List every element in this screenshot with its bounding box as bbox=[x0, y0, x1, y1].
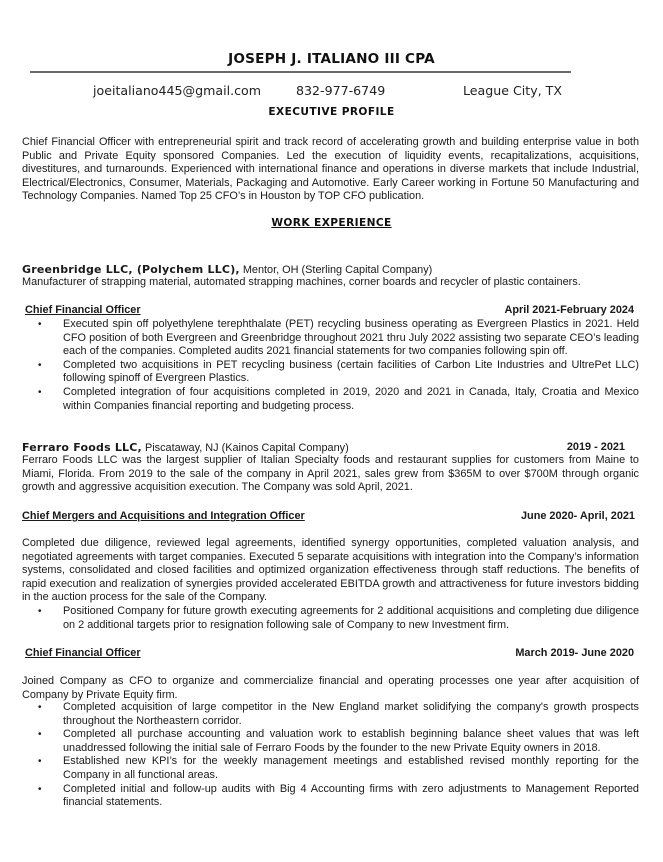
section-title-executive-profile: EXECUTIVE PROFILE bbox=[268, 106, 395, 118]
bullet-icon: • bbox=[38, 756, 42, 768]
list-item: • Executed spin off polyethylene terephthalate (PET) recycling business operating as Evergreen Plastics in 2021. Held CFO position of both Evergreen and Greenbridge throughout 2021 thru July 2022 assisting two separate CEO’s leading each of the companies. Completed audits 2021 financial statements for two companies following spin off. bbox=[38, 318, 639, 358]
role-bullet-list bbox=[22, 605, 639, 632]
company-dates: 2019 - 2021 bbox=[566, 441, 625, 453]
location: League City, TX bbox=[463, 83, 562, 98]
list-item: • Completed all purchase accounting and valuation work to establish beginning balance sheet values that was left unaddressed following the initial sale of Ferraro Foods by the founder to the new Private Equity owners in 2018. bbox=[38, 728, 639, 754]
bullet-icon: • bbox=[38, 359, 42, 371]
email-link[interactable]: joeitaliano445@gmail.com bbox=[93, 83, 262, 98]
work-experience-heading: WORK EXPERIENCE bbox=[271, 217, 392, 229]
list-item: • Completed integration of four acquisitions completed in 2019, 2020 and 2021 in Canada, Italy, Croatia and Mexico within Companies financial reporting and budgeting process. bbox=[38, 385, 639, 412]
role-summary: Completed due diligence, reviewed legal agreements, identified synergy opportunities, completed valuation analysis, and negotiated agreements with target companies. Executed 5 separate acquisitions with integration into the Company’s information systems, consolidated and closed facilities and optimized organization effectiveness through staff reductions. The benefits of rapid execution and realization of synergies provided accelerated EBITDA growth and attractiveness for future investors bidding in the auction process for the sale of the Company. bbox=[22, 537, 639, 604]
bullet-icon: • bbox=[38, 386, 42, 398]
list-item: • Completed acquisition of large competitor in the New England market solidifying the company's growth prospects throughout the Northeastern corridor. bbox=[38, 701, 639, 727]
role-title: Chief Financial Officer bbox=[25, 304, 141, 316]
company-details: Piscataway, NJ (Kainos Capital Company) bbox=[141, 442, 349, 454]
bullet-icon: • bbox=[38, 702, 42, 713]
role-title: Chief Financial Officer bbox=[25, 647, 141, 659]
company-name: Ferraro Foods LLC, bbox=[22, 441, 142, 454]
bullet-icon: • bbox=[38, 729, 42, 741]
company-description: Ferraro Foods LLC was the largest supplier of Italian Specialty foods and restaurant supplies for customers from Maine to Miami, Florida. From 2019 to the sale of the company in April 2021, sales grew from $365M to over $700M through organic growth and aggressive acquisition execution. The Company was sold April, 2021. bbox=[22, 454, 639, 494]
bullet-icon: • bbox=[38, 319, 42, 330]
list-item: • Positioned Company for future growth executing agreements for 2 additional acquisitions and completing due diligence on 2 additional targets prior to resignation following sale of Company to new Investment firm. bbox=[38, 605, 639, 631]
role-bullet-list bbox=[22, 701, 639, 810]
list-item: • Established new KPI’s for the weekly management meetings and established revised monthly reporting for the Company in all functional areas. bbox=[38, 755, 639, 781]
bullet-icon: • bbox=[38, 783, 42, 795]
bullet-icon: • bbox=[38, 606, 42, 617]
role-header bbox=[22, 510, 639, 524]
phone-number: 832-977-6749 bbox=[296, 83, 386, 98]
list-item: • Completed two acquisitions in PET recycling business (certain facilities of Carbon Lite Industries and UltrePet LLC) following spinoff of Evergreen Plastics. bbox=[38, 358, 639, 385]
role-title: Chief Mergers and Acquisitions and Integration Officer bbox=[22, 510, 305, 522]
role-dates: June 2020- April, 2021 bbox=[520, 510, 635, 522]
role-header bbox=[25, 647, 634, 661]
header-divider bbox=[30, 71, 571, 73]
candidate-name: JOSEPH J. ITALIANO III CPA bbox=[228, 51, 435, 67]
role-dates: April 2021-February 2024 bbox=[504, 304, 634, 316]
role-header bbox=[25, 304, 634, 318]
list-item: • Completed initial and follow-up audits with Big 4 Accounting firms with zero adjustments to Management Reported financial statements. bbox=[38, 782, 639, 809]
role-bullet-list bbox=[22, 318, 639, 413]
company-details: Mentor, OH (Sterling Capital Company) bbox=[239, 264, 433, 276]
company-description: Manufacturer of strapping material, automated strapping machines, corner boards and recycler of plastic containers. bbox=[22, 276, 581, 288]
company-name: Greenbridge LLC, (Polychem LLC), bbox=[22, 263, 240, 276]
role-dates: March 2019- June 2020 bbox=[515, 647, 634, 659]
profile-summary: Chief Financial Officer with entrepreneurial spirit and track record of accelerating growth and building enterprise value in both Public and Private Equity sponsored Companies. Led the execution of liquidity events, recapitalizations, acquisitions, divestitures, and turnarounds. Experienced with international finance and operations in diverse markets that include Industrial, Electrical/Electronics, Consumer, Materials, Packaging and Automotive. Early Career working in Fortune 50 Manufacturing and Technology Companies. Named Top 25 CFO’s in Houston by TOP CFO publication. bbox=[22, 136, 639, 203]
role-summary: Joined Company as CFO to organize and commercialize financial and operating processes one year after acquisition of Company by Private Equity firm. bbox=[22, 675, 639, 701]
section-title-work-experience bbox=[0, 217, 663, 231]
